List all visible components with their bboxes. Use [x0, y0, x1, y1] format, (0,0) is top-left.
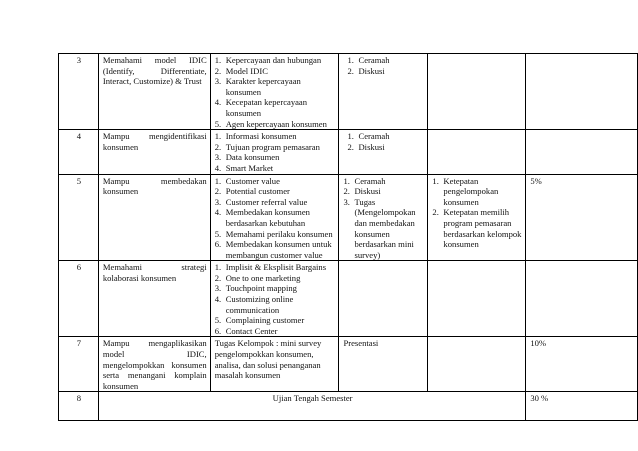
list-item: 6. Membedakan konsumen untuk membangun customer value: [214, 239, 332, 260]
list-item: 3. Customer referral value: [214, 196, 308, 207]
list-item: 4. Kecepatan kepercayaan konsumen: [214, 97, 308, 118]
list-item: 3. Karakter kepercayaan konsumen: [214, 76, 301, 97]
list-item: 2. Diskusi: [347, 65, 385, 76]
material-cell: [210, 261, 339, 337]
list-item: 2. Tujuan program pemasaran: [214, 141, 320, 152]
competency-cell: Memahami strategi kolaborasi konsumen: [98, 261, 210, 337]
competency-cell: Memahami model IDIC (Identify, Differentiate, Interact, Customize) & Trust: [98, 54, 210, 130]
list-item: 1. Implisit & Eksplisit Bargains: [214, 262, 327, 273]
indicator-cell: [428, 337, 526, 392]
list-item: 2. Diskusi: [343, 186, 381, 197]
row-number: 4: [59, 130, 99, 174]
material-cell: Tugas Kelompok : mini survey pengelompokkan konsumen, analisa, dan solusi penanganan masalah konsumen: [210, 337, 339, 392]
weight-cell: 5%: [526, 174, 638, 261]
list-item: 3. Tugas (Mengelompokan dan membedakan konsumen berdasarkan mini survey): [343, 196, 416, 260]
indicator-cell: [428, 174, 526, 261]
weight-cell: 10%: [526, 337, 638, 392]
weight-cell: [526, 54, 638, 130]
method-cell: [339, 174, 428, 261]
list-item: 3. Data konsumen: [214, 152, 280, 163]
table-row: [59, 337, 638, 392]
method-cell: Presentasi: [339, 337, 428, 392]
list-item: 1. Ceramah: [347, 131, 390, 142]
method-cell: [339, 54, 428, 130]
competency-cell: Mampu mengaplikasikan model IDIC, mengelompokkan konsumen serta menangani komplain konsumen: [98, 337, 210, 392]
table-row: [59, 174, 638, 261]
list-item: 2. Ketepatan memilih program pemasaran berdasarkan kelompok konsumen: [432, 207, 522, 250]
list-item: 3. Touchpoint mapping: [214, 283, 297, 294]
material-cell: [210, 174, 339, 261]
table-row: [59, 130, 638, 174]
list-item: 2. Diskusi: [347, 141, 385, 152]
weight-cell: [526, 130, 638, 174]
list-item: 1. Customer value: [214, 175, 280, 186]
competency-cell: Mampu membedakan konsumen: [98, 174, 210, 261]
row-number: 8: [59, 392, 99, 421]
indicator-cell: [428, 54, 526, 130]
midterm-exam-label: Ujian Tengah Semester: [98, 392, 525, 421]
method-cell: [339, 130, 428, 174]
row-number: 3: [59, 54, 99, 130]
list-item: 4. Membedakan konsumen berdasarkan kebutuhan: [214, 207, 310, 228]
list-item: 6. Contact Center: [214, 325, 278, 336]
weight-cell: 30 %: [526, 392, 638, 421]
list-item: 1. Ceramah: [347, 55, 390, 65]
method-cell: [339, 261, 428, 337]
material-cell: [210, 130, 339, 174]
row-number: 6: [59, 261, 99, 337]
list-item: 5. Agen kepercayaan konsumen: [214, 118, 327, 129]
list-item: 1. Ketepatan pengelompokan konsumen: [432, 175, 499, 207]
competency-cell: Mampu mengidentifikasi konsumen: [98, 130, 210, 174]
row-number: 7: [59, 337, 99, 392]
table-row: [59, 392, 638, 421]
list-item: 2. Potential customer: [214, 186, 290, 197]
table-row: [59, 261, 638, 337]
list-item: 2. Model IDIC: [214, 65, 268, 76]
row-number: 5: [59, 174, 99, 261]
list-item: 4. Customizing online communication: [214, 294, 294, 315]
syllabus-table: [58, 53, 638, 421]
list-item: 1. Informasi konsumen: [214, 131, 297, 142]
list-item: 5. Complaining customer: [214, 315, 305, 326]
list-item: 1. Ceramah: [343, 175, 386, 186]
table-row: [59, 54, 638, 130]
list-item: 1. Kepercayaan dan hubungan: [214, 55, 322, 65]
indicator-cell: [428, 130, 526, 174]
material-cell: [210, 54, 339, 130]
weight-cell: [526, 261, 638, 337]
indicator-cell: [428, 261, 526, 337]
list-item: 2. One to one marketing: [214, 272, 301, 283]
list-item: 5. Memahami perilaku konsumen: [214, 228, 333, 239]
list-item: 4. Smart Market: [214, 162, 274, 173]
